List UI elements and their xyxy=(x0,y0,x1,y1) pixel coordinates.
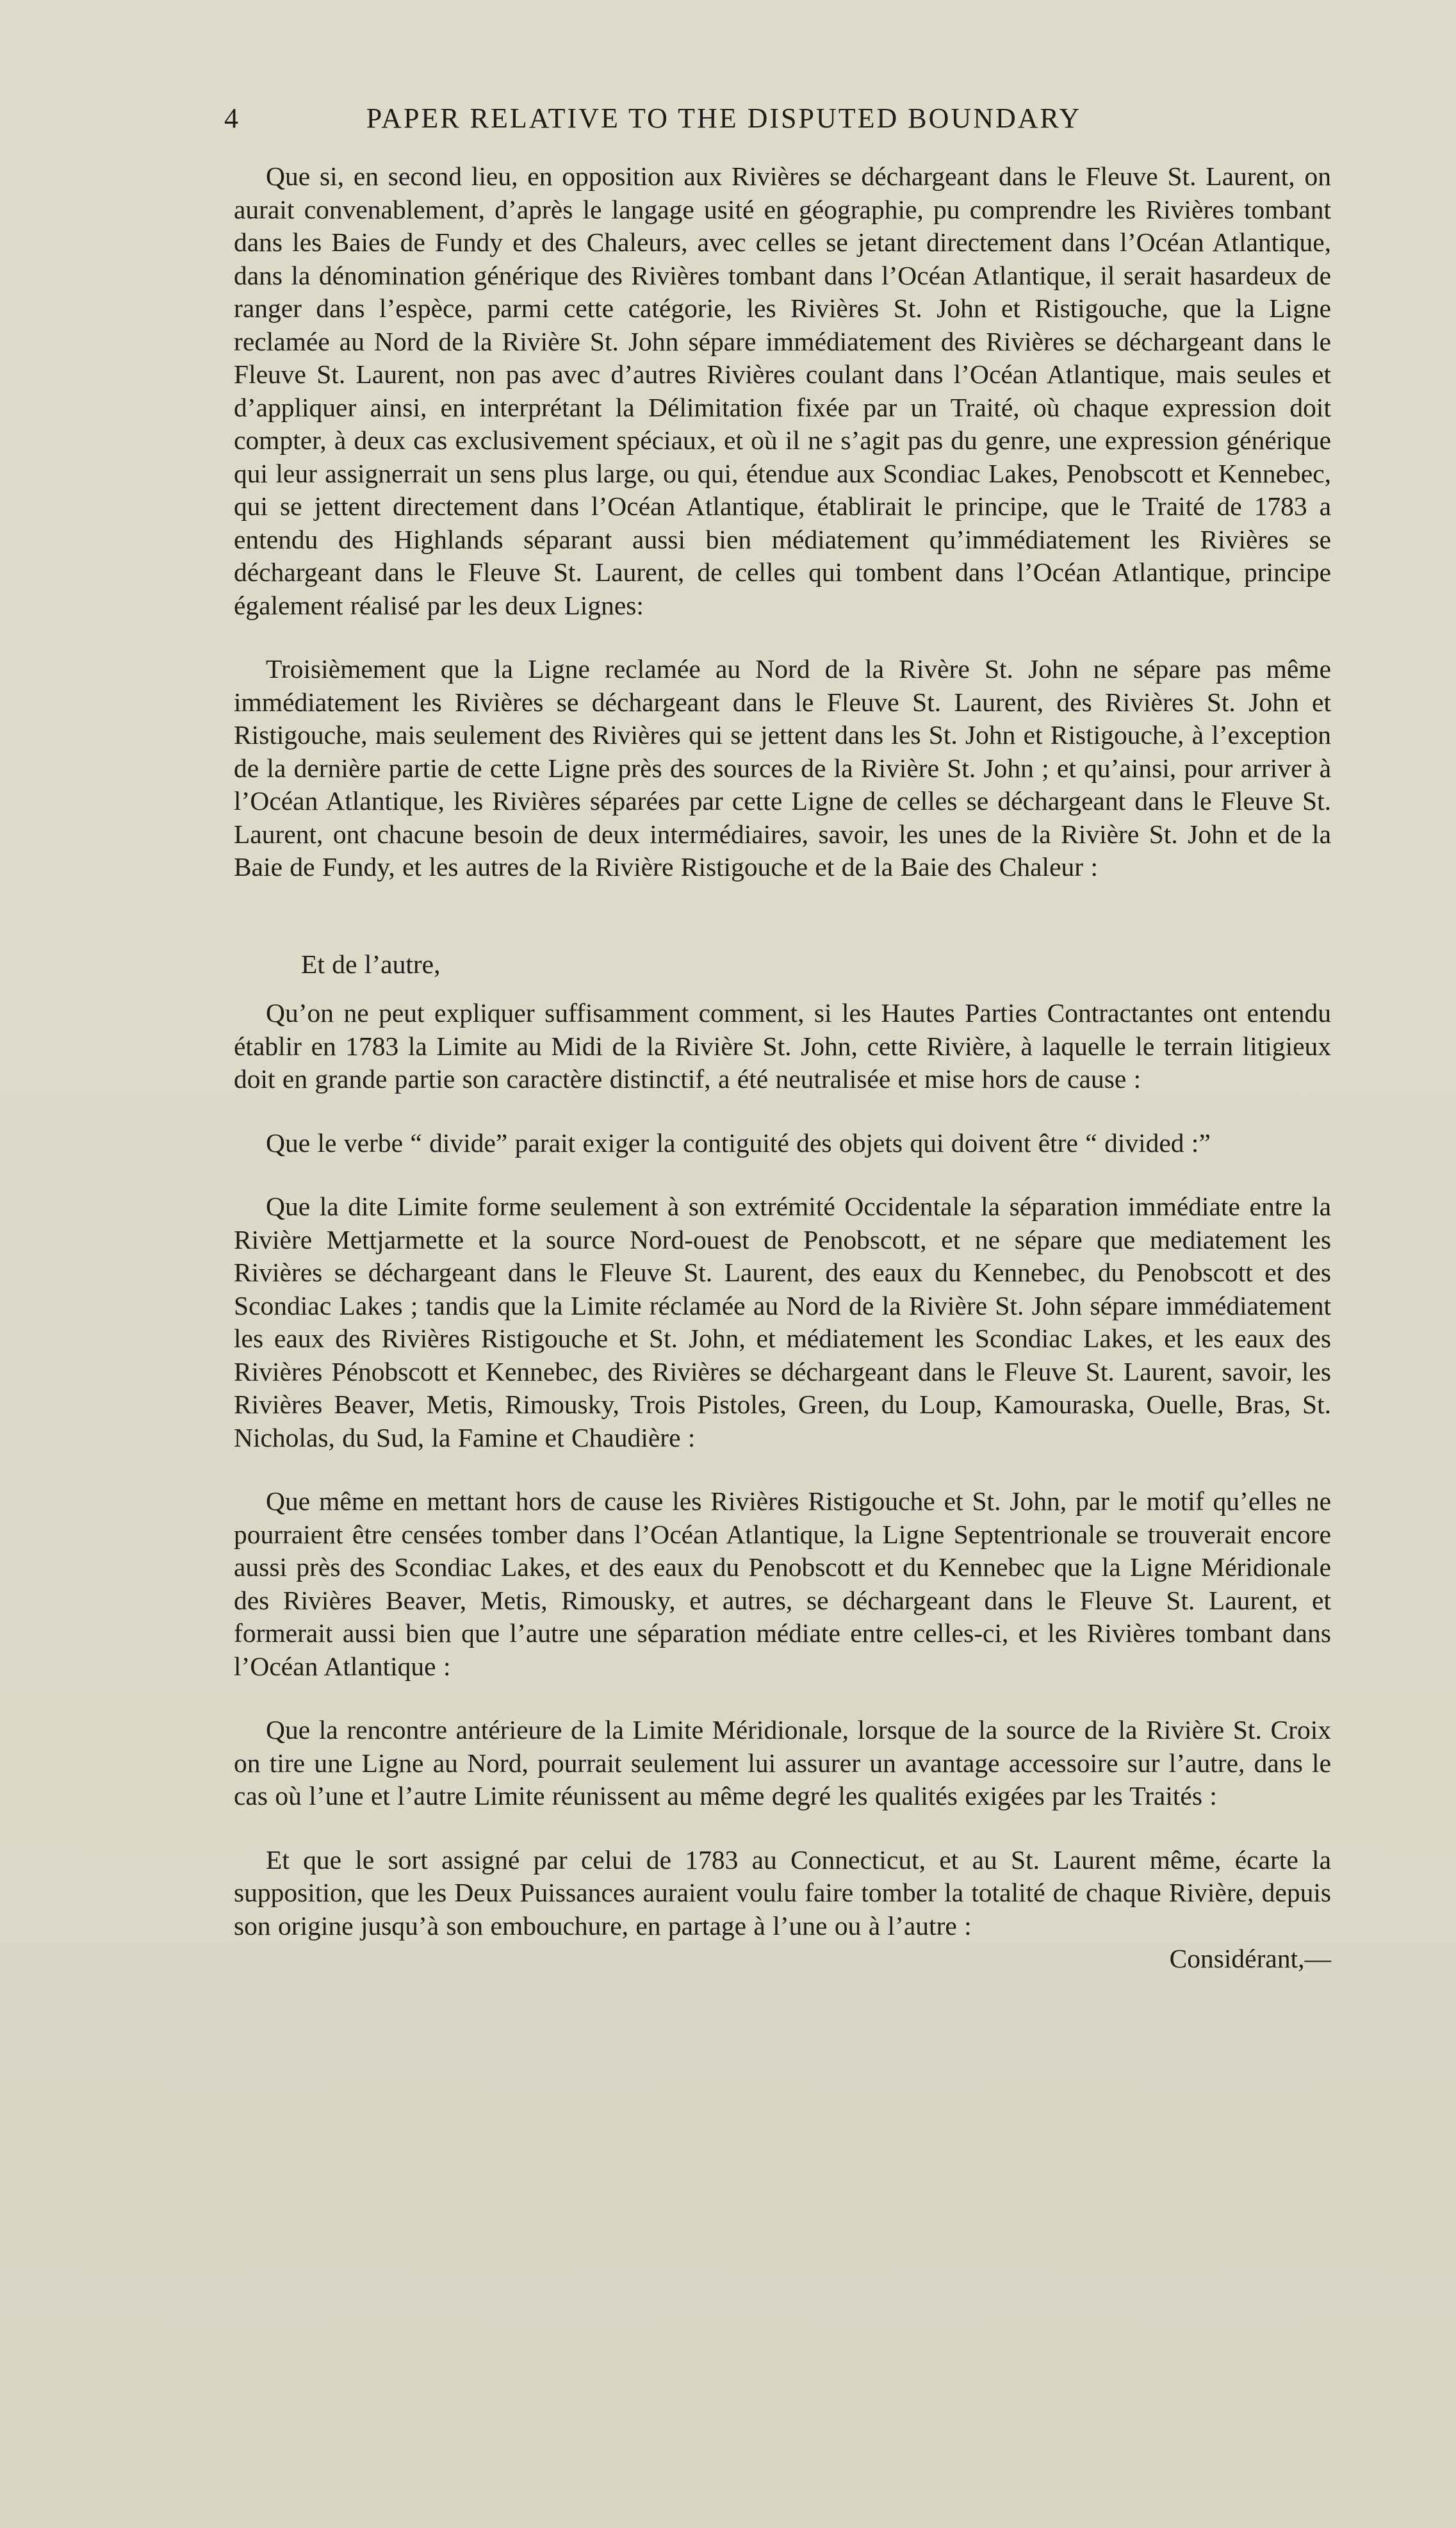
paragraph-et-de-l-autre: Et de l’autre, xyxy=(301,949,441,979)
paragraph-dite-limite: Que la dite Limite forme seulement à son extrémité Occidentale la séparation immédiate entre la Rivière Mettjarmette et la source Nord-ouest de Penobscott, et ne sépare que mediatement les Rivières se déchargeant dans le Fleuve St. Laurent, des eaux du Kennebec, du Penobscott et des Scondiac Lakes ; tandis que la Limite réclamée au Nord de la Rivière St. John sépare immédiatement les eaux des Rivières Ristigouche et St. John, et médiatement les Scondiac Lakes, et les eaux des Rivières Pénobscott et Kennebec, des Rivières se déchargeant dans le Fleuve St. Laurent, savoir, les Rivières Beaver, Metis, Rimousky, Trois Pistoles, Green, du Loup, Kamouraska, Ouelle, Bras, St. Nicholas, du Sud, la Famine et Chaudière : xyxy=(234,1192,1331,1452)
paragraph-rencontre: Que la rencontre antérieure de la Limite Méridionale, lorsque de la source de la Rivière St. Croix on tire une Ligne au Nord, pourrait seulement lui assurer un avantage accessoire sur l’autre, dans le cas où l’une et l’autre Limite réunissent au même degré les qualités exigées par les Traités : xyxy=(234,1715,1331,1810)
paragraph-sort-assigne: Et que le sort assigné par celui de 1783 au Connecticut, et au St. Laurent même, écarte la supposition, que les Deux Puissances auraient voulu faire tomber la totalité de chaque Rivière, depuis son origine jusqu’à son embouchure, en partage à l’une ou à l’autre : xyxy=(234,1844,1331,1941)
paragraph-troisiemement: Troisièmement que la Ligne reclamée au Nord de la Rivère St. John ne sépare pas même immédiatement les Rivières se déchargeant dans le Fleuve St. Laurent, des Rivières St. John et Ristigouche, mais seulement des Rivières qui se jettent dans les St. John et Ristigouche, à l’exception de la dernière partie de cette Ligne près des sources de la Rivière St. John ; et qu’ainsi, pour arriver à l’Océan Atlantique, les Rivières séparées par cette Ligne de celles se déchargeant dans le Fleuve St. Laurent, ont chacune besoin de deux intermédiaires, savoir, les unes de la Rivière St. John et de la Baie de Fundy, et les autres de la Rivière Ristigouche et de la Baie des Chaleur : xyxy=(234,654,1331,882)
page-number: 4 xyxy=(224,103,238,134)
paragraph-second-lieu: Que si, en second lieu, en opposition aux Rivières se déchargeant dans le Fleuve St. Laurent, on aurait convenablement, d’après le langage usité en géographie, pu comprendre les Rivières tombant dans les Baies de Fundy et des Chaleurs, avec celles se jetant directement dans l’Océan Atlantique, dans la dénomination générique des Rivières tombant dans l’Océan Atlantique, il serait hasardeux de ranger dans l’espèce, parmi cette catégorie, les Rivières St. John et Ristigouche, que la Ligne reclamée au Nord de la Rivière St. John sépare immédiatement des Rivières se déchargeant dans le Fleuve St. Laurent, non pas avec d’autres Rivières coulant dans l’Océan Atlantique, mais seules et d’appliquer ainsi, en interprétant la Délimitation fixée par un Traité, où chaque expression doit compter, à deux cas exclusivement spéciaux, et où il ne s’agit pas du genre, une expression générique qui leur assignerrait un sens plus large, ou qui, étendue aux Scondiac Lakes, Penobscott et Kennebec, qui se jettent directement dans l’Océan Atlantique, établirait le principe, que le Traité de 1783 a entendu des Highlands séparant aussi bien médiatement qu’immédiatement les Rivières se déchargeant dans le Fleuve St. Laurent, de celles qui tombent dans l’Océan Atlantique, principe également réalisé par les deux Lignes: xyxy=(234,161,1331,620)
closing-considerant: Considérant,— xyxy=(1169,1944,1331,1973)
paragraph-hors-de-cause: Que même en mettant hors de cause les Rivières Ristigouche et St. John, par le motif qu’elles ne pourraient être censées tomber dans l’Océan Atlantique, la Ligne Septentrionale se trouverait encore aussi près des Scondiac Lakes, et des eaux du Penobscott et du Kennebec que la Ligne Méridionale des Rivières Beaver, Metis, Rimousky, et autres, se déchargeant dans le Fleuve St. Laurent, et formerait aussi bien que l’autre une séparation médiate entre celles-ci, et les Rivières tombant dans l’Océan Atlantique : xyxy=(234,1486,1331,1681)
page-header xyxy=(224,96,1223,141)
paragraph-expliquer: Qu’on ne peut expliquer suffisamment comment, si les Hautes Parties Contractantes ont entendu établir en 1783 la Limite au Midi de la Rivière St. John, cette Rivière, à laquelle le terrain litigieux doit en grande partie son caractère distinctif, a été neutralisée et mise hors de cause : xyxy=(234,998,1331,1094)
running-head: PAPER RELATIVE TO THE DISPUTED BOUNDARY xyxy=(366,103,1082,134)
body-text xyxy=(234,160,1331,1976)
paragraph-verbe-divide: Que le verbe “ divide” parait exiger la contiguité des objets qui doivent être “ divided :” xyxy=(266,1128,1211,1158)
